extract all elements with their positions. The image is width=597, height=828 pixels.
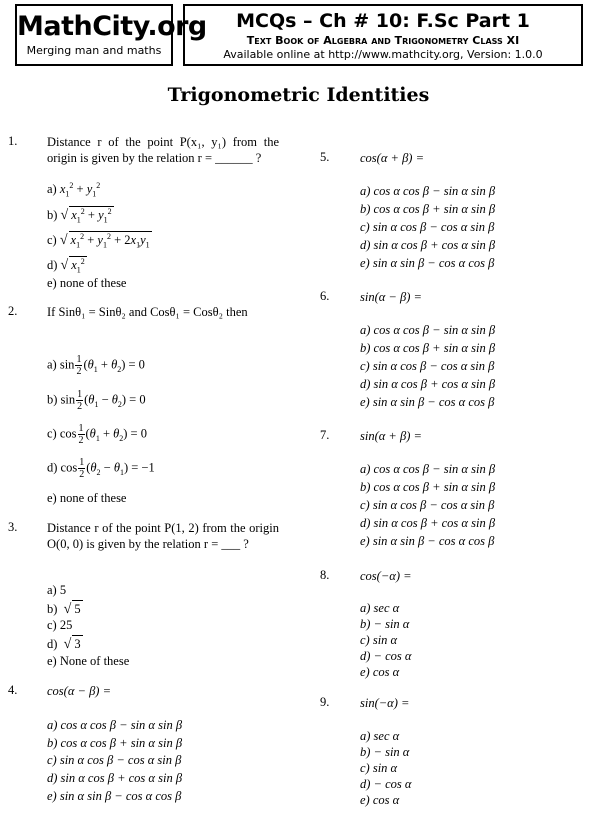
option-d: d) √ $x_1^2$ [47, 256, 85, 275]
question-number: 9. [320, 695, 330, 709]
question-stem: Distance r of the point P(1, 2) from the origin O(0, 0) is given by the relation r = ___ ? [47, 521, 279, 551]
logo-tagline: Merging man and maths [26, 44, 162, 57]
option-b: b) cos α cos β + sin α sin β [360, 480, 496, 494]
option-c: c) sin α cos β − cos α sin β [360, 498, 495, 512]
option-e: e) sin α sin β − cos α cos β [360, 395, 495, 409]
question-9 [320, 695, 590, 810]
option-c: c) sin α cos β − cos α sin β [360, 359, 495, 373]
question-number: 6. [320, 289, 330, 303]
option-c: c) sin α [360, 761, 398, 775]
mathcity-logo [15, 4, 207, 66]
option-b: b) sin $\frac{1}{2}$ $(\theta_1 - \theta_2) = 0$ [47, 389, 146, 412]
page-title: Trigonometric Identities [167, 84, 430, 106]
question-number: 5. [320, 150, 330, 164]
question-stem: Distance r of the point P(x₁, y₁) from the origin is given by the relation r = ______ ? [47, 135, 279, 165]
option-a: a) 5 [47, 583, 67, 597]
option-d: d) √ 3 [47, 637, 81, 652]
option-d: d) sin α cos β + cos α sin β [360, 516, 496, 530]
option-e: e) sin α sin β − cos α cos β [360, 256, 495, 270]
option-e: e) cos α [360, 793, 400, 807]
option-e: e) None of these [47, 654, 130, 668]
option-c: c) cos $\frac{1}{2}$ $(\theta_1 + \theta_2) = 0$ [47, 423, 147, 446]
option-b: b) cos α cos β + sin α sin β [47, 736, 183, 750]
question-number: 7. [320, 428, 330, 442]
option-a: a) sec α [360, 601, 400, 615]
option-e: e) none of these [47, 276, 127, 290]
question-number: 8. [320, 568, 330, 582]
option-b: b) √ 5 [47, 602, 81, 617]
option-b: b) cos α cos β + sin α sin β [360, 341, 496, 355]
option-a: a) cos α cos β − sin α sin β [360, 323, 496, 337]
question-stem: cos(−α) = [360, 569, 412, 583]
question-7 [320, 428, 590, 553]
question-stem: sin(α + β) = [360, 429, 422, 443]
option-d: d) − cos α [360, 649, 412, 663]
question-4 [8, 683, 298, 813]
option-a: a) cos α cos β − sin α sin β [360, 462, 496, 476]
option-c: c) sin α cos β − cos α sin β [360, 220, 495, 234]
option-a: a) cos α cos β − sin α sin β [360, 184, 496, 198]
question-3 [8, 520, 298, 670]
question-stem: sin(α − β) = [360, 290, 422, 304]
header-availability: Available online at http://www.mathcity.org, Version: 1.0.0 [223, 48, 543, 61]
option-b: b) √ $x_1^2 + y_1^2$ [47, 206, 112, 225]
option-e: e) none of these [47, 491, 127, 505]
option-c: c) √ $x_1^2 + y_1^2 + 2x_1y_1$ [47, 231, 150, 250]
option-a: a) $x_1^2 + y_1^2$ [47, 180, 101, 199]
question-6 [320, 289, 590, 414]
option-c: c) sin α cos β − cos α sin β [47, 753, 182, 767]
logo-title: MathCity.org [17, 11, 207, 42]
option-d: d) − cos α [360, 777, 412, 791]
option-d: d) sin α cos β + cos α sin β [47, 771, 183, 785]
option-d: d) sin α cos β + cos α sin β [360, 238, 496, 252]
question-8 [320, 568, 590, 683]
question-number: 2. [8, 304, 18, 318]
question-number: 1. [8, 134, 18, 148]
option-a: a) sec α [360, 729, 400, 743]
document-header [183, 4, 583, 66]
option-b: b) cos α cos β + sin α sin β [360, 202, 496, 216]
option-d: d) sin α cos β + cos α sin β [360, 377, 496, 391]
option-a: a) sin $\frac{1}{2}$ $(\theta_1 + \theta_2) = 0$ [47, 354, 145, 377]
option-d: d) cos $\frac{1}{2}$ $(\theta_2 - \theta_1) = -1$ [47, 457, 155, 480]
option-a: a) cos α cos β − sin α sin β [47, 718, 183, 732]
option-e: e) sin α sin β − cos α cos β [360, 534, 495, 548]
option-b: b) − sin α [360, 617, 410, 631]
option-c: c) sin α [360, 633, 398, 647]
header-subtitle: Text Book of Algebra and Trigonometry Class XI [246, 34, 520, 47]
question-number: 4. [8, 683, 18, 697]
question-1 [8, 134, 298, 294]
option-c: c) 25 [47, 618, 73, 632]
header-title: MCQs – Ch # 10: F.Sc Part 1 [236, 10, 530, 32]
question-number: 3. [8, 520, 18, 534]
option-b: b) − sin α [360, 745, 410, 759]
question-5 [320, 150, 590, 275]
option-e: e) sin α sin β − cos α cos β [47, 789, 182, 803]
option-e: e) cos α [360, 665, 400, 679]
question-stem: cos(α − β) = [47, 684, 112, 698]
question-stem: cos(α + β) = [360, 151, 425, 165]
question-2 [8, 304, 298, 504]
question-stem: If Sinθ₁ = Sinθ₂ and Cosθ₁ = Cosθ₂ then [47, 305, 248, 319]
question-stem: sin(−α) = [360, 696, 410, 710]
